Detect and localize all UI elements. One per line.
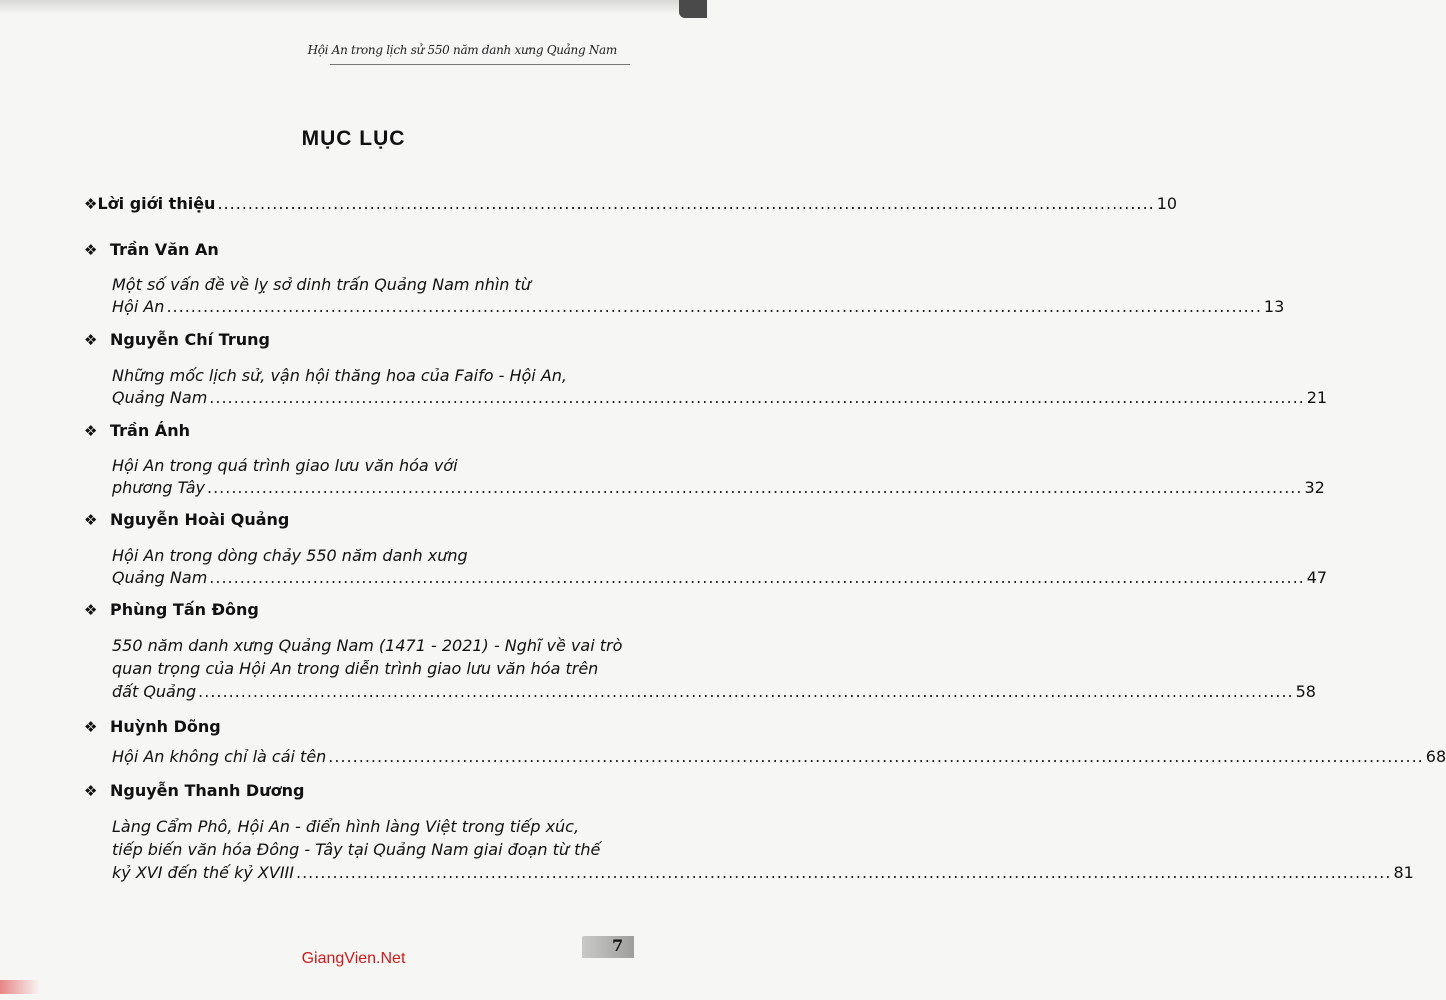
dot-leader (198, 681, 1293, 703)
toc-entry-title[interactable]: Làng Cẩm Phô, Hội An - điển hình làng Việt trong tiếp xúc, (112, 817, 580, 836)
dot-leader: .......................................................................................................................................................... (217, 194, 1155, 213)
dot-leader (328, 746, 1423, 768)
dot-leader (207, 477, 1302, 499)
toc-page-number: 58 (1295, 682, 1316, 701)
bullet-icon: ❖ (84, 601, 98, 619)
watermark: GiangVien.Net (301, 950, 406, 967)
toc-entry-title[interactable]: Hội An trong dòng chảy 550 năm danh xưng (112, 546, 468, 565)
author-name: Nguyễn Thanh Dương (110, 781, 305, 800)
toc-entry-title: phương Tây (112, 478, 205, 497)
toc-entry-line[interactable] (112, 296, 1285, 318)
toc-author (84, 421, 190, 440)
page-number: 7 (612, 936, 624, 955)
toc-entry-line[interactable] (112, 567, 1328, 589)
toc-entry-line[interactable] (112, 477, 1325, 499)
toc-author (84, 781, 304, 800)
toc-page-number: 10 (1156, 194, 1178, 213)
toc-entry-title: đất Quảng (112, 682, 197, 701)
toc-author (84, 240, 219, 259)
page-corner-shadow (679, 0, 707, 18)
toc-page-number: 68 (1425, 747, 1446, 766)
toc-page-number: 21 (1306, 388, 1328, 407)
toc-entry-title[interactable]: Hội An trong quá trình giao lưu văn hóa với (112, 456, 458, 475)
corner-mark (0, 980, 40, 994)
toc-intro-label: Lời giới thiệu (97, 194, 216, 213)
toc-entry-line[interactable] (112, 746, 1446, 768)
toc-page-number: 47 (1306, 568, 1328, 587)
toc-entry-line[interactable] (112, 862, 1414, 884)
toc-entry-title: Quảng Nam (112, 568, 208, 587)
bullet-icon: ❖ (84, 718, 98, 736)
toc-entry-title: Hội An không chỉ là cái tên (112, 747, 327, 766)
bullet-icon: ❖ (84, 195, 98, 213)
header-rule (330, 64, 630, 65)
toc-entry-title[interactable]: Một số vấn đề về lỵ sở dinh trấn Quảng Nam nhìn từ (112, 275, 531, 294)
toc-entry-title: kỷ XVI đến thế kỷ XVIII (112, 863, 294, 882)
author-name: Nguyễn Chí Trung (110, 330, 270, 349)
dot-leader (209, 567, 1304, 589)
toc-entry-title: Hội An (112, 297, 165, 316)
author-name: Trần Ánh (110, 421, 190, 440)
author-name: Nguyễn Hoài Quảng (110, 510, 290, 529)
bullet-icon: ❖ (84, 331, 98, 349)
bullet-icon: ❖ (84, 422, 98, 440)
toc-intro[interactable] (84, 194, 1178, 213)
page-top-edge (0, 0, 707, 14)
toc-page-number: 13 (1263, 297, 1285, 316)
toc-entry-line[interactable] (112, 387, 1328, 409)
toc-author (84, 510, 289, 529)
toc-page-number: 81 (1393, 863, 1414, 882)
toc-entry-title[interactable]: Những mốc lịch sử, vận hội thăng hoa của Faifo - Hội An, (112, 366, 568, 385)
toc-entry-title[interactable]: quan trọng của Hội An trong diễn trình giao lưu văn hóa trên (112, 659, 599, 678)
bullet-icon: ❖ (84, 511, 98, 529)
toc-entry-title[interactable]: 550 năm danh xưng Quảng Nam (1471 - 2021) - Nghĩ về vai trò (112, 636, 623, 655)
page-title: MỤC LỤC (301, 127, 406, 150)
toc-entry-title[interactable]: tiếp biến văn hóa Đông - Tây tại Quảng Nam giai đoạn từ thế (112, 840, 601, 859)
dot-leader (166, 296, 1261, 318)
toc-author (84, 717, 221, 736)
running-header: Hội An trong lịch sử 550 năm danh xưng Quảng Nam (307, 43, 617, 57)
author-name: Phùng Tấn Đông (110, 600, 259, 619)
toc-entry-title: Quảng Nam (112, 388, 208, 407)
toc-entry-line[interactable] (112, 681, 1316, 703)
toc-author (84, 330, 270, 349)
author-name: Trần Văn An (110, 240, 219, 259)
toc-author (84, 600, 259, 619)
dot-leader (209, 387, 1304, 409)
bullet-icon: ❖ (84, 782, 98, 800)
dot-leader (296, 862, 1391, 884)
bullet-icon: ❖ (84, 241, 98, 259)
toc-page-number: 32 (1304, 478, 1325, 497)
author-name: Huỳnh Dõng (110, 717, 221, 736)
